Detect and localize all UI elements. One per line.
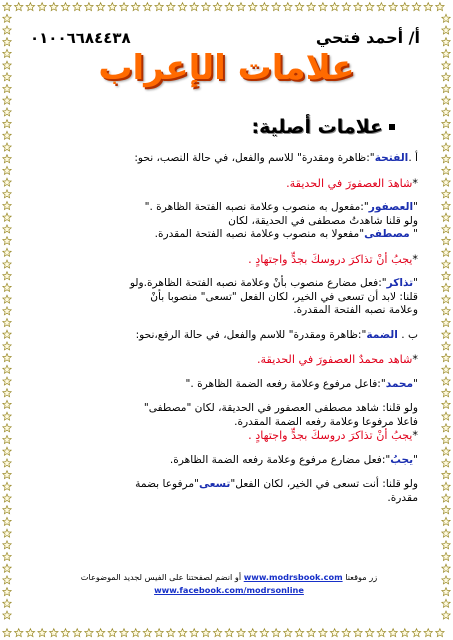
border-star-icon [225, 629, 233, 637]
border-star-icon [3, 482, 11, 490]
border-star-icon [3, 611, 11, 619]
border-star-icon [3, 260, 11, 268]
border-star-icon [108, 3, 116, 11]
border-star-icon [442, 365, 450, 373]
border-star-icon [284, 3, 292, 11]
explanation-line: "تذاكر":فعل مضارع منصوب بأنْ وعلامة نصبه الفتحة الظاهرة.ولو [129, 277, 418, 289]
border-star-icon [237, 3, 245, 11]
facebook-link[interactable]: www.facebook.com/modrsonline [154, 585, 304, 595]
border-star-icon [3, 459, 11, 467]
border-star-icon [190, 3, 198, 11]
border-star-icon [442, 611, 450, 619]
border-star-icon [284, 629, 292, 637]
border-star-icon [73, 3, 81, 11]
border-star-icon [120, 3, 128, 11]
section-heading-text: علامات أصلية: [251, 116, 383, 138]
border-star-icon [354, 629, 362, 637]
border-star-icon [307, 629, 315, 637]
border-star-icon [3, 202, 11, 210]
border-star-icon [319, 629, 327, 637]
border-star-icon [3, 447, 11, 455]
border-star-icon [442, 307, 450, 315]
border-star-icon [15, 3, 23, 11]
border-star-icon [249, 629, 257, 637]
border-star-icon [389, 3, 397, 11]
example-line: *شاهدَ العصفورَ في الحديقة. [286, 176, 418, 190]
border-star-icon [3, 412, 11, 420]
border-star-icon [3, 471, 11, 479]
border-star-icon [442, 377, 450, 385]
border-star-icon [424, 3, 432, 11]
border-star-icon [3, 424, 11, 432]
border-star-icon [442, 178, 450, 186]
border-star-icon [178, 629, 186, 637]
border-star-icon [3, 307, 11, 315]
border-star-icon [50, 3, 58, 11]
border-star-icon [377, 3, 385, 11]
border-star-icon [330, 629, 338, 637]
border-star-icon [132, 629, 140, 637]
border-star-icon [50, 629, 58, 637]
border-star-icon [442, 459, 450, 467]
border-star-icon [442, 436, 450, 444]
border-star-icon [3, 143, 11, 151]
border-star-icon [3, 155, 11, 163]
border-star-icon [3, 629, 11, 637]
border-star-icon [96, 3, 104, 11]
border-star-icon [442, 553, 450, 561]
border-star-icon [3, 365, 11, 373]
border-star-icon [3, 330, 11, 338]
border-star-icon [442, 225, 450, 233]
border-star-icon [442, 283, 450, 291]
border-star-icon [3, 3, 11, 11]
border-star-icon [442, 295, 450, 303]
border-star-icon [354, 3, 362, 11]
border-star-icon [436, 3, 444, 11]
border-star-icon [3, 354, 11, 362]
border-star-icon [401, 629, 409, 637]
example-line: *شاهد محمدٌ العصفورَ في الحديقة. [257, 353, 418, 366]
border-star-icon [442, 108, 450, 116]
border-star-icon [436, 629, 444, 637]
border-star-icon [3, 389, 11, 397]
border-star-icon [3, 541, 11, 549]
border-star-icon [3, 599, 11, 607]
border-star-icon [3, 283, 11, 291]
border-star-icon [442, 26, 450, 34]
border-star-icon [442, 482, 450, 490]
border-star-icon [3, 26, 11, 34]
border-star-icon [38, 3, 46, 11]
border-star-icon [3, 120, 11, 128]
border-star-icon [442, 389, 450, 397]
border-star-icon [167, 629, 175, 637]
border-star-icon [3, 178, 11, 186]
border-star-icon [26, 3, 34, 11]
border-star-icon [389, 629, 397, 637]
border-star-icon [442, 400, 450, 408]
explanation-line: "يجبُ":فعل مضارع مرفوع وعلامة رفعه الضمة الظاهرة. [169, 453, 418, 466]
page-header [30, 28, 420, 47]
border-star-icon [295, 3, 303, 11]
bullet-square-icon [389, 124, 395, 130]
border-star-icon [342, 629, 350, 637]
border-star-icon [202, 629, 210, 637]
website-link[interactable]: www.modrsbook.com [243, 572, 343, 582]
explanation-line: " مصطفى"مفعولا به منصوب وعلامة نصبه الفتحة المقدرة. [154, 228, 418, 240]
border-star-icon [3, 38, 11, 46]
border-star-icon [330, 3, 338, 11]
border-star-icon [424, 629, 432, 637]
border-star-icon [442, 564, 450, 572]
border-star-icon [3, 96, 11, 104]
border-star-icon [3, 564, 11, 572]
border-star-icon [442, 190, 450, 198]
section-a-intro: أ .الفتحة":ظاهرة ومقدرة" للاسم والفعل، في حالة النصب، نحو: [134, 152, 418, 164]
section-b-intro: ب . الضمة":ظاهرة ومقدرة" للاسم والفعل، في حالة الرفع،نحو: [135, 328, 418, 341]
border-star-icon [442, 143, 450, 151]
border-star-icon [442, 424, 450, 432]
border-star-icon [155, 3, 163, 11]
example-line: *يجبُ أنْ تذاكرَ دروسكَ بجدٍّ واجتهادٍ . [248, 429, 418, 442]
border-star-icon [442, 412, 450, 420]
border-star-icon [3, 272, 11, 280]
border-star-icon [442, 599, 450, 607]
border-star-icon [442, 471, 450, 479]
border-star-icon [442, 272, 450, 280]
border-star-icon [442, 494, 450, 502]
border-star-icon [3, 506, 11, 514]
border-star-icon [3, 190, 11, 198]
border-star-icon [272, 629, 280, 637]
border-star-icon [442, 38, 450, 46]
border-star-icon [3, 342, 11, 350]
border-star-icon [442, 166, 450, 174]
border-star-icon [249, 3, 257, 11]
border-star-icon [213, 629, 221, 637]
page-title: علامات الإعراب [98, 48, 355, 88]
border-star-icon [442, 506, 450, 514]
border-star-icon [442, 588, 450, 596]
border-star-icon [442, 96, 450, 104]
border-star-icon [3, 295, 11, 303]
border-star-icon [85, 3, 93, 11]
border-star-icon [96, 629, 104, 637]
border-star-icon [442, 213, 450, 221]
border-star-icon [73, 629, 81, 637]
border-star-icon [3, 517, 11, 525]
border-star-icon [15, 629, 23, 637]
border-star-icon [3, 213, 11, 221]
border-star-icon [442, 131, 450, 139]
border-star-icon [3, 237, 11, 245]
explanation-line: فاعلا مرفوعا وعلامة رفعه الضمة المقدرة. [234, 415, 418, 428]
border-star-icon [442, 354, 450, 362]
page-footer: زر موقعنا www.modrsbook.com أو انضم لصفحتنا على الفيس لجديد الموضوعات www.facebook.com/modrsonline [80, 572, 378, 595]
border-star-icon [442, 248, 450, 256]
explanation-line: وعلامة نصبه الفتحة المقدرة. [293, 304, 418, 316]
border-star-icon [442, 202, 450, 210]
border-star-icon [442, 576, 450, 584]
border-star-icon [412, 629, 420, 637]
border-star-icon [342, 3, 350, 11]
border-star-icon [442, 260, 450, 268]
border-star-icon [442, 237, 450, 245]
border-star-icon [3, 576, 11, 584]
border-star-icon [3, 248, 11, 256]
border-star-icon [3, 588, 11, 596]
border-star-icon [120, 629, 128, 637]
border-star-icon [442, 330, 450, 338]
border-star-icon [38, 629, 46, 637]
border-star-icon [202, 3, 210, 11]
border-star-icon [412, 3, 420, 11]
explanation-line: قلنا: لابد أن تسعى في الخير، لكان الفعل "تسعى" منصوبا بأنْ [150, 290, 418, 303]
border-star-icon [143, 629, 151, 637]
explanation-line: "محمد":فاعل مرفوع وعلامة رفعه الضمة الظاهرة ." [185, 377, 418, 390]
explanation-line: "العصفور":مفعول به منصوب وعلامة نصبه الفتحة الظاهرة ." [144, 201, 418, 213]
explanation-line: ولو قلنا: أنت تسعى في الخير، لكان الفعل"تسعى"مرفوعا بضمة [135, 478, 418, 490]
border-star-icon [3, 14, 11, 22]
border-star-icon [143, 3, 151, 11]
border-star-icon [366, 629, 374, 637]
border-star-icon [442, 541, 450, 549]
border-star-icon [377, 629, 385, 637]
example-line: *يجبُ أنْ تذاكرَ دروسكَ بجدٍّ واجتهادٍ . [248, 252, 418, 266]
border-star-icon [167, 3, 175, 11]
border-star-icon [3, 166, 11, 174]
border-star-icon [3, 529, 11, 537]
border-star-icon [3, 553, 11, 561]
border-star-icon [225, 3, 233, 11]
border-star-icon [442, 529, 450, 537]
border-star-icon [401, 3, 409, 11]
border-star-icon [307, 3, 315, 11]
border-star-icon [442, 342, 450, 350]
author-name: أ/ أحمد فتحي [315, 28, 420, 47]
border-star-icon [213, 3, 221, 11]
border-star-icon [295, 629, 303, 637]
section-heading [251, 116, 395, 138]
border-star-icon [108, 629, 116, 637]
border-star-icon [3, 436, 11, 444]
border-star-icon [3, 225, 11, 233]
border-star-icon [442, 319, 450, 327]
border-star-icon [155, 629, 163, 637]
explanation-line: مقدرة. [387, 491, 418, 504]
border-star-icon [3, 131, 11, 139]
term-fatha: الفتحة [374, 152, 409, 164]
border-star-icon [260, 629, 268, 637]
border-star-icon [61, 629, 69, 637]
border-star-icon [260, 3, 268, 11]
border-star-icon [3, 494, 11, 502]
border-star-icon [3, 319, 11, 327]
border-star-icon [61, 3, 69, 11]
explanation-line: ولو قلنا شاهدتُ مصطفى في الحديقة، لكان [228, 214, 418, 227]
border-star-icon [319, 3, 327, 11]
phone-number: ٠١٠٠٦٦٨٤٤٣٨ [30, 28, 131, 47]
border-star-icon [442, 447, 450, 455]
border-star-icon [272, 3, 280, 11]
border-star-icon [442, 120, 450, 128]
border-star-icon [190, 629, 198, 637]
border-star-icon [366, 3, 374, 11]
document-body [40, 152, 418, 505]
border-star-icon [442, 14, 450, 22]
explanation-line: ولو قلنا: شاهد مصطفى العصفور في الحديقة، لكان "مصطفى" [143, 402, 418, 414]
border-star-icon [85, 629, 93, 637]
border-star-icon [237, 629, 245, 637]
border-star-icon [26, 629, 34, 637]
border-star-icon [3, 400, 11, 408]
border-star-icon [178, 3, 186, 11]
border-star-icon [442, 155, 450, 163]
border-star-icon [3, 108, 11, 116]
border-star-icon [3, 377, 11, 385]
term-damma: الضمة [366, 328, 398, 341]
border-star-icon [132, 3, 140, 11]
border-star-icon [442, 517, 450, 525]
